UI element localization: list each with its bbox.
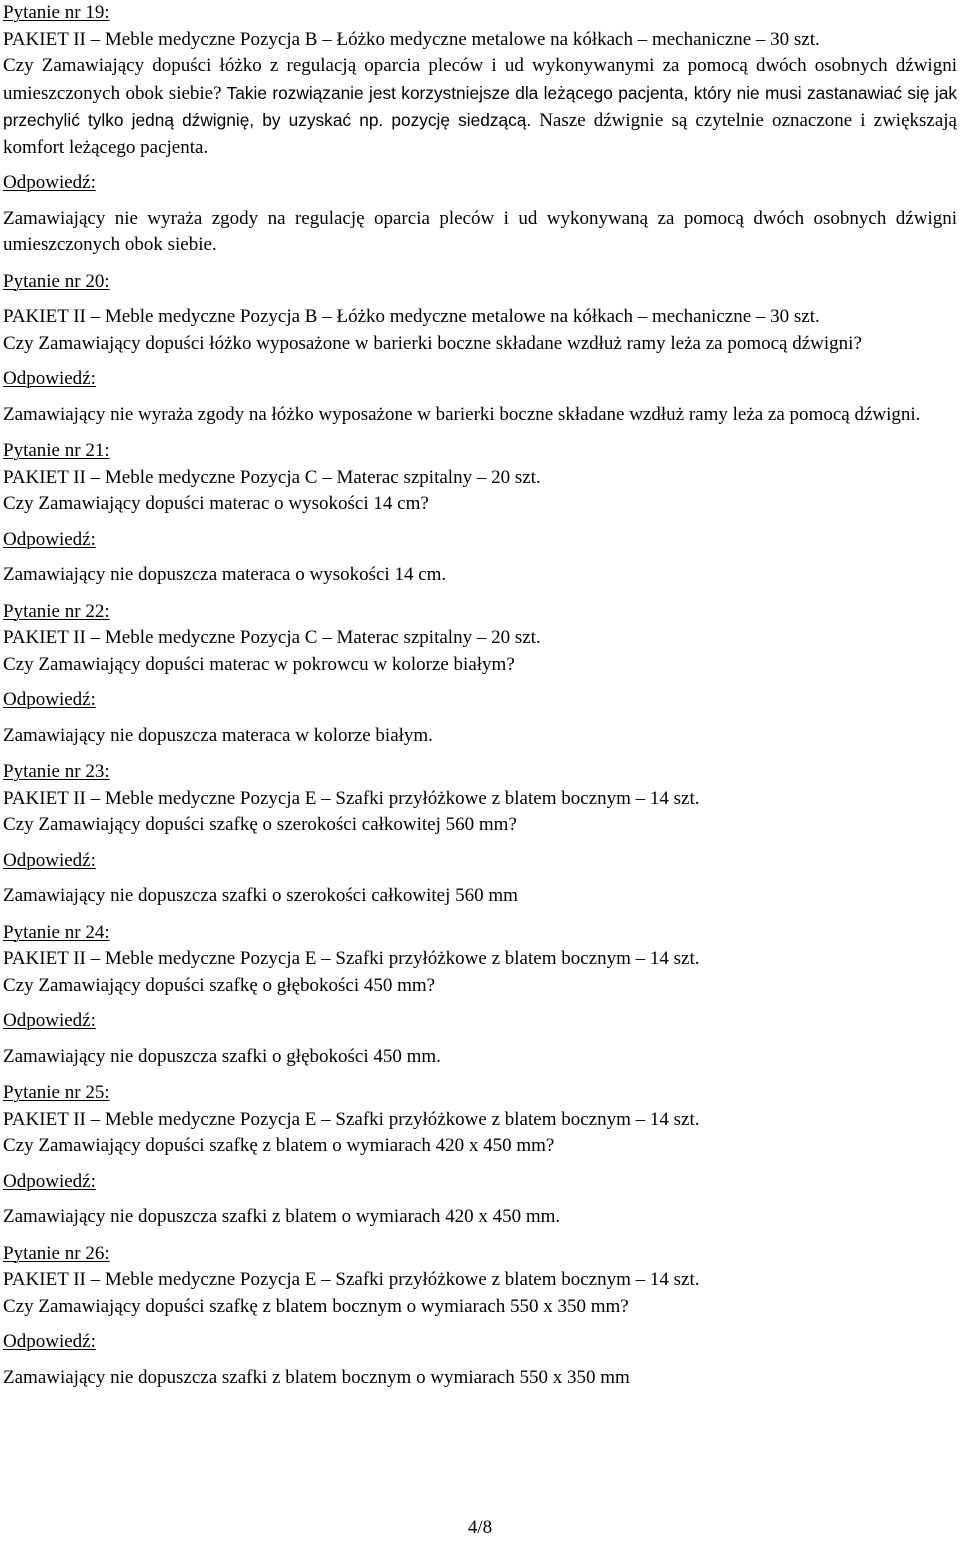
question-label: Pytanie nr 26: [3, 1242, 110, 1264]
question-package: PAKIET II – Meble medyczne Pozycja B – Łóżko medyczne metalowe na kółkach – mechaniczne – 30 szt. [3, 28, 820, 50]
answer-text: Zamawiający nie dopuszcza materaca o wysokości 14 cm. [3, 564, 447, 585]
question-package: PAKIET II – Meble medyczne Pozycja E – Szafki przyłóżkowe z blatem bocznym – 14 szt. [3, 948, 700, 969]
qa-item-23 [3, 759, 957, 910]
qa-item-20 [3, 269, 957, 429]
answer-text: Zamawiający nie dopuszcza szafki o szerokości całkowitej 560 mm [3, 885, 518, 906]
question-text: Czy Zamawiający dopuści materac o wysokości 14 cm? [3, 493, 429, 514]
question-text: Czy Zamawiający dopuści szafkę z blatem bocznym o wymiarach 550 x 350 mm? [3, 1295, 629, 1317]
question-text [3, 53, 957, 161]
document-page [3, 0, 957, 1391]
qa-item-21 [3, 438, 957, 589]
question-package: PAKIET II – Meble medyczne Pozycja C – Materac szpitalny – 20 szt. [3, 627, 541, 648]
question-label: Pytanie nr 25: [3, 1082, 110, 1103]
question-label: Pytanie nr 23: [3, 761, 110, 782]
answer-label: Odpowiedź: [3, 368, 96, 389]
question-text-tail: Nasze dźwignie są czytelnie oznaczone i zwiększają komfort leżącego pacjenta. [3, 110, 957, 158]
answer-text: Zamawiający nie dopuszcza materaca w kolorze białym. [3, 724, 433, 746]
answer-label: Odpowiedź: [3, 172, 96, 193]
qa-item-25 [3, 1080, 957, 1231]
answer-text: Zamawiający nie dopuszcza szafki z blatem o wymiarach 420 x 450 mm. [3, 1206, 561, 1227]
qa-item-26 [3, 1241, 957, 1392]
answer-label: Odpowiedź: [3, 1331, 96, 1352]
answer-label: Odpowiedź: [3, 528, 96, 550]
answer-text: Zamawiający nie dopuszcza szafki z blatem bocznym o wymiarach 550 x 350 mm [3, 1366, 630, 1388]
question-label: Pytanie nr 20: [3, 270, 110, 292]
answer-text: Zamawiający nie wyraża zgody na regulację oparcia pleców i ud wykonywaną za pomocą dwóch osobnych dźwigni umieszczonych obok siebie. [3, 207, 957, 255]
question-label: Pytanie nr 19: [3, 2, 110, 23]
question-label: Pytanie nr 21: [3, 440, 110, 461]
qa-item-19 [3, 0, 957, 259]
question-package: PAKIET II – Meble medyczne Pozycja E – Szafki przyłóżkowe z blatem bocznym – 14 szt. [3, 787, 700, 809]
question-text-main: Czy Zamawiający dopuści łóżko z regulacją oparcia pleców i ud wykonywanymi za pomocą dwóch osobnych dźwigni umieszczonych obok siebie? [3, 55, 957, 104]
answer-text: Zamawiający nie dopuszcza szafki o głębokości 450 mm. [3, 1045, 441, 1067]
page-number: 4/8 [467, 1517, 493, 1538]
answer-label: Odpowiedź: [3, 1010, 96, 1031]
answer-label: Odpowiedź: [3, 849, 96, 871]
question-package: PAKIET II – Meble medyczne Pozycja B – Łóżko medyczne metalowe na kółkach – mechaniczne – 30 szt. [3, 306, 820, 327]
qa-item-24 [3, 920, 957, 1071]
qa-item-22 [3, 599, 957, 750]
question-package: PAKIET II – Meble medyczne Pozycja C – Materac szpitalny – 20 szt. [3, 466, 541, 488]
question-text: Czy Zamawiający dopuści szafkę o szerokości całkowitej 560 mm? [3, 814, 517, 835]
question-text-note: Takie rozwiązanie jest korzystniejsze dla leżącego pacjenta, który nie musi zastanawiać się jak przechylić tylko jedną dźwignię, by uzyskać np. pozycję siedzącą. [3, 82, 958, 130]
question-label: Pytanie nr 22: [3, 600, 110, 622]
question-package: PAKIET II – Meble medyczne Pozycja E – Szafki przyłóżkowe z blatem bocznym – 14 szt. [3, 1108, 700, 1130]
question-text: Czy Zamawiający dopuści łóżko wyposażone w barierki boczne składane wzdłuż ramy leża za pomocą dźwigni? [3, 332, 862, 354]
question-text: Czy Zamawiający dopuści materac w pokrowcu w kolorze białym? [3, 653, 515, 675]
answer-label: Odpowiedź: [3, 689, 96, 710]
question-package: PAKIET II – Meble medyczne Pozycja E – Szafki przyłóżkowe z blatem bocznym – 14 szt. [3, 1269, 700, 1290]
question-text: Czy Zamawiający dopuści szafkę z blatem o wymiarach 420 x 450 mm? [3, 1135, 555, 1156]
question-label: Pytanie nr 24: [3, 921, 110, 943]
question-text: Czy Zamawiający dopuści szafkę o głębokości 450 mm? [3, 974, 436, 996]
answer-label: Odpowiedź: [3, 1170, 96, 1192]
answer-text: Zamawiający nie wyraża zgody na łóżko wyposażone w barierki boczne składane wzdłuż ramy leża za pomocą dźwigni. [3, 403, 921, 425]
